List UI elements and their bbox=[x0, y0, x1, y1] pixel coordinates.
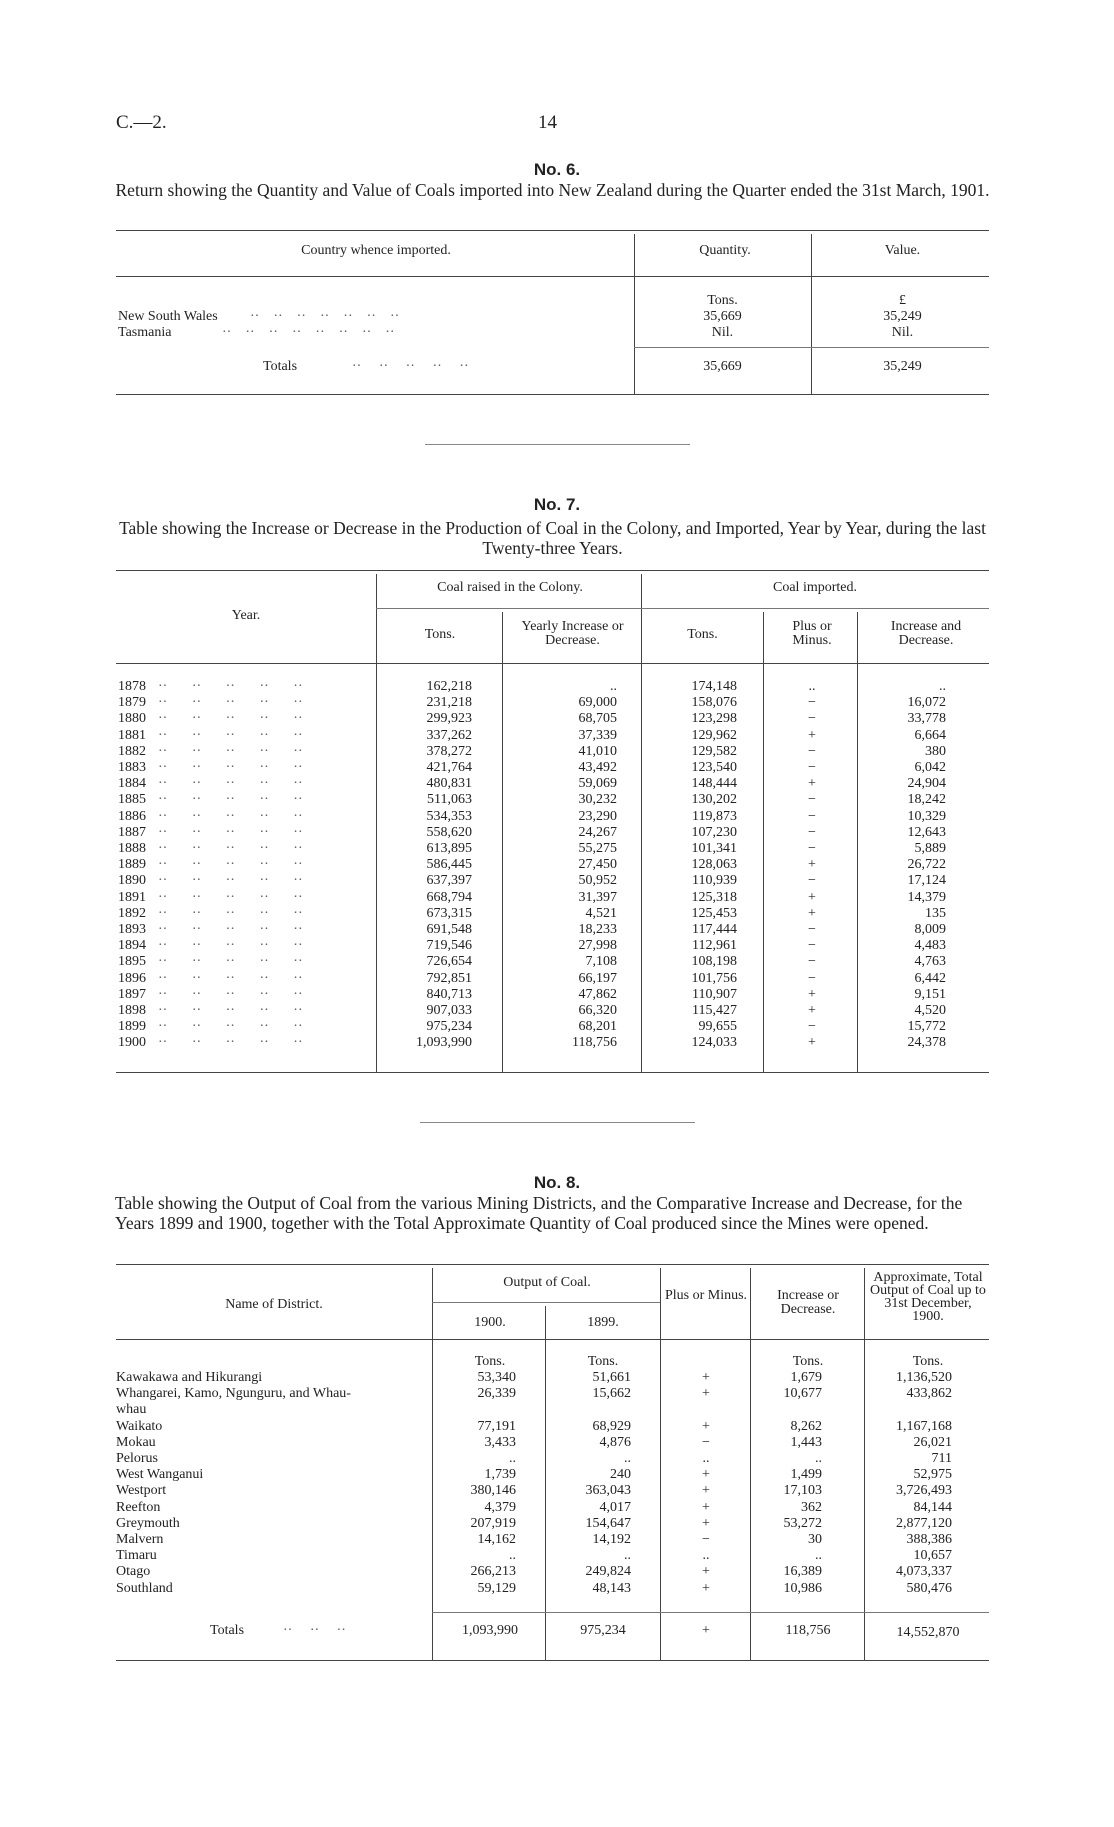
t8-incdec: .. bbox=[815, 1548, 822, 1564]
t8-district: Mokau bbox=[116, 1434, 156, 1450]
t7-yearly: 50,952 bbox=[578, 873, 617, 889]
section-divider bbox=[420, 1122, 695, 1123]
t8-unit: Tons. bbox=[587, 1354, 619, 1369]
t8-district: Timaru bbox=[116, 1548, 157, 1564]
t8-totals-approx: 14,552,870 bbox=[896, 1625, 960, 1640]
t8-district: whau bbox=[116, 1402, 147, 1418]
t7-incdec: 12,643 bbox=[907, 824, 946, 840]
t7-imported-tons: 123,298 bbox=[691, 711, 737, 727]
t7-year: 1883 bbox=[118, 760, 146, 775]
t7-tons: 637,397 bbox=[426, 873, 472, 889]
t8-plus-minus: + bbox=[702, 1515, 710, 1531]
t7-year: 1899 bbox=[118, 1019, 146, 1035]
t7-imported-tons: 119,873 bbox=[692, 808, 737, 824]
t8-district: Reefton bbox=[116, 1499, 161, 1515]
t7-plus-minus: + bbox=[808, 905, 816, 921]
t7-col-tons2: Tons. bbox=[687, 627, 718, 642]
t7-plus-minus: − bbox=[808, 808, 816, 824]
t7-plus-minus: − bbox=[808, 841, 816, 856]
t7-imported-tons: 110,939 bbox=[692, 873, 737, 889]
t8-approx: 52,975 bbox=[913, 1467, 952, 1483]
t7-year: 1896 bbox=[118, 970, 146, 986]
t8-approx: 388,386 bbox=[906, 1532, 952, 1547]
t7-year: 1897 bbox=[118, 986, 146, 1002]
table7-title: Table showing the Increase or Decrease in the Production of Coal in the Colony, and Imported, Year by Year, during the last Twenty-three Years. bbox=[119, 518, 986, 558]
t8-incdec: 16,389 bbox=[783, 1564, 822, 1580]
t7-col-plus: Plus or Minus. bbox=[792, 619, 832, 648]
t7-imported-tons: 112,961 bbox=[692, 938, 737, 954]
t8-district: Kawakawa and Hikurangi bbox=[116, 1370, 263, 1385]
t8-district: Westport bbox=[116, 1483, 167, 1499]
t6-row-quantity: Nil. bbox=[711, 325, 734, 340]
t7-tons: 907,033 bbox=[426, 1003, 472, 1018]
t8-1900: 14,162 bbox=[477, 1532, 516, 1547]
t7-yearly: 68,705 bbox=[578, 711, 617, 727]
t7-imported-tons: 101,756 bbox=[691, 970, 737, 986]
t7-yearly: 31,397 bbox=[578, 889, 617, 905]
t7-imported-tons: 115,427 bbox=[692, 1003, 737, 1018]
t7-yearly: 37,339 bbox=[578, 727, 617, 743]
t8-approx: 26,021 bbox=[913, 1434, 952, 1450]
t8-1899: 249,824 bbox=[585, 1564, 631, 1580]
t8-col-plus: Plus or Minus. bbox=[664, 1288, 748, 1303]
t7-tons: 558,620 bbox=[426, 824, 472, 840]
t7-yearly: 4,521 bbox=[585, 905, 617, 921]
t7-incdec: 24,378 bbox=[907, 1035, 946, 1051]
t7-plus-minus: − bbox=[808, 970, 816, 986]
t7-tons: 480,831 bbox=[426, 776, 472, 792]
t7-plus-minus: − bbox=[808, 954, 816, 970]
t8-1900: 266,213 bbox=[470, 1564, 516, 1580]
t8-1900: .. bbox=[509, 1548, 516, 1564]
t8-1899: 51,661 bbox=[592, 1370, 631, 1385]
t8-approx: 580,476 bbox=[906, 1580, 952, 1596]
t7-imported-tons: 101,341 bbox=[691, 841, 737, 856]
t7-yearly: 41,010 bbox=[578, 743, 617, 759]
t8-plus-minus: .. bbox=[702, 1451, 710, 1466]
t7-incdec: 380 bbox=[925, 743, 946, 759]
t7-imported-tons: 174,148 bbox=[691, 679, 737, 694]
t7-year: 1894 bbox=[118, 938, 146, 954]
t7-yearly: 47,862 bbox=[578, 986, 617, 1002]
t7-col-yearly: Yearly Increase or Decrease. bbox=[521, 619, 624, 648]
t8-col-1900: 1900. bbox=[474, 1315, 506, 1330]
t8-district: Pelorus bbox=[116, 1451, 158, 1466]
t8-district: Malvern bbox=[116, 1532, 164, 1547]
t7-incdec: 33,778 bbox=[907, 711, 946, 727]
t7-incdec: 16,072 bbox=[907, 695, 946, 711]
t7-year: 1888 bbox=[118, 841, 146, 856]
t8-1899: 48,143 bbox=[592, 1580, 631, 1596]
t7-tons: 726,654 bbox=[426, 954, 472, 970]
t8-1900: 53,340 bbox=[477, 1370, 516, 1385]
t7-yearly: 55,275 bbox=[578, 841, 617, 856]
t7-tons: 1,093,990 bbox=[416, 1035, 472, 1051]
t7-tons: 719,546 bbox=[426, 938, 472, 954]
t6-col-quantity: Quantity. bbox=[699, 243, 751, 258]
t7-imported-tons: 124,033 bbox=[691, 1035, 737, 1051]
t8-plus-minus: + bbox=[702, 1386, 710, 1402]
t6-totals-value: 35,249 bbox=[883, 359, 922, 374]
t6-row-country: Tasmania bbox=[118, 325, 172, 340]
t7-tons: 792,851 bbox=[426, 970, 472, 986]
t8-incdec: 1,443 bbox=[790, 1434, 822, 1450]
t7-tons: 975,234 bbox=[426, 1019, 472, 1035]
t7-year: 1881 bbox=[118, 727, 146, 743]
t7-yearly: 66,320 bbox=[578, 1003, 617, 1018]
table6-title: Return showing the Quantity and Value of Coals imported into New Zealand during the Quarter ended the 31st March, 1901. bbox=[115, 180, 990, 200]
t8-1900: 380,146 bbox=[470, 1483, 516, 1499]
t7-year: 1879 bbox=[118, 695, 146, 711]
t7-yearly: 66,197 bbox=[578, 970, 617, 986]
t7-incdec: 26,722 bbox=[907, 857, 946, 873]
t8-totals-incdec: 118,756 bbox=[785, 1623, 831, 1638]
t7-yearly: 27,998 bbox=[578, 938, 617, 954]
t7-year: 1898 bbox=[118, 1003, 146, 1018]
table6-number: No. 6. bbox=[533, 160, 581, 179]
t8-totals-1900: 1,093,990 bbox=[462, 1623, 518, 1638]
t8-approx: 711 bbox=[931, 1451, 952, 1466]
t7-incdec: 14,379 bbox=[907, 889, 946, 905]
t7-incdec: 9,151 bbox=[914, 986, 946, 1002]
t7-plus-minus: − bbox=[808, 792, 816, 808]
t8-approx: 4,073,337 bbox=[896, 1564, 952, 1580]
t8-incdec: 1,499 bbox=[790, 1467, 822, 1483]
page-code: C.—2. bbox=[116, 112, 167, 133]
table7-number: No. 7. bbox=[533, 495, 581, 514]
t6-unit-value: £ bbox=[899, 293, 906, 308]
t7-incdec: 6,042 bbox=[914, 760, 946, 775]
t7-incdec: 24,904 bbox=[907, 776, 946, 792]
t7-incdec: 4,520 bbox=[914, 1003, 946, 1018]
t7-imported-tons: 117,444 bbox=[692, 922, 737, 937]
t7-incdec: 4,763 bbox=[914, 954, 946, 970]
t8-1900: 26,339 bbox=[477, 1386, 516, 1402]
t8-incdec: 10,986 bbox=[783, 1580, 822, 1596]
t7-tons: 613,895 bbox=[426, 841, 472, 856]
t8-totals-label: Totals bbox=[210, 1623, 245, 1638]
t7-tons: 421,764 bbox=[426, 760, 472, 775]
t7-tons: 378,272 bbox=[426, 743, 472, 759]
t8-1899: 240 bbox=[610, 1467, 631, 1483]
t6-row-value: Nil. bbox=[891, 325, 914, 340]
t7-incdec: .. bbox=[939, 679, 946, 694]
t7-yearly: 30,232 bbox=[578, 792, 617, 808]
t7-yearly: 68,201 bbox=[578, 1019, 617, 1035]
t7-year: 1880 bbox=[118, 711, 146, 727]
t6-totals-label: Totals bbox=[263, 359, 298, 374]
t7-col-colony: Coal raised in the Colony. bbox=[437, 580, 583, 595]
t7-imported-tons: 110,907 bbox=[692, 986, 737, 1002]
t8-district: West Wanganui bbox=[116, 1467, 204, 1483]
t7-col-tons: Tons. bbox=[424, 627, 456, 642]
t7-year: 1886 bbox=[118, 808, 146, 824]
t7-plus-minus: − bbox=[808, 1019, 816, 1035]
t8-incdec: 53,272 bbox=[783, 1515, 822, 1531]
t8-approx: 2,877,120 bbox=[896, 1515, 952, 1531]
t8-plus-minus: + bbox=[702, 1467, 710, 1483]
t7-plus-minus: − bbox=[808, 711, 816, 727]
t7-yearly: .. bbox=[610, 679, 617, 694]
t7-col-year: Year. bbox=[231, 608, 261, 623]
t7-tons: 840,713 bbox=[426, 986, 472, 1002]
t7-plus-minus: − bbox=[808, 695, 816, 711]
t8-totals-1899: 975,234 bbox=[580, 1623, 626, 1638]
t8-1900: 77,191 bbox=[477, 1418, 516, 1434]
t8-incdec: .. bbox=[815, 1451, 822, 1466]
t8-approx: 10,657 bbox=[913, 1548, 952, 1564]
t8-totals-plus: + bbox=[702, 1623, 710, 1638]
t7-tons: 534,353 bbox=[426, 808, 472, 824]
section-divider bbox=[425, 444, 690, 445]
t8-1899: 15,662 bbox=[592, 1386, 631, 1402]
t7-incdec: 18,242 bbox=[907, 792, 946, 808]
t8-incdec: 30 bbox=[808, 1532, 822, 1547]
t7-imported-tons: 130,202 bbox=[691, 792, 737, 808]
t7-year: 1887 bbox=[118, 824, 146, 840]
t8-incdec: 1,679 bbox=[790, 1370, 822, 1385]
t8-unit: Tons. bbox=[474, 1354, 506, 1369]
t6-unit-quantity: Tons. bbox=[707, 293, 738, 308]
t7-imported-tons: 107,230 bbox=[691, 824, 737, 840]
t6-totals-quantity: 35,669 bbox=[703, 359, 742, 374]
t7-plus-minus: − bbox=[808, 938, 816, 954]
t7-plus-minus: + bbox=[808, 776, 816, 792]
t7-imported-tons: 129,582 bbox=[691, 743, 737, 759]
t8-plus-minus: − bbox=[702, 1532, 710, 1547]
t8-1900: 1,739 bbox=[484, 1467, 516, 1483]
t6-col-value: Value. bbox=[884, 243, 921, 258]
t8-district: Greymouth bbox=[116, 1515, 180, 1531]
t8-plus-minus: + bbox=[702, 1483, 710, 1499]
t7-tons: 511,063 bbox=[427, 792, 472, 808]
t7-tons: 673,315 bbox=[426, 905, 472, 921]
page-number: 14 bbox=[538, 112, 557, 133]
t7-plus-minus: + bbox=[808, 727, 816, 743]
t7-year: 1882 bbox=[118, 743, 146, 759]
t8-1899: 363,043 bbox=[585, 1483, 631, 1499]
t8-plus-minus: .. bbox=[702, 1548, 710, 1564]
t7-plus-minus: .. bbox=[808, 679, 816, 694]
t8-approx: 1,136,520 bbox=[896, 1370, 952, 1385]
t8-col-output: Output of Coal. bbox=[503, 1275, 591, 1290]
t6-row-value: 35,249 bbox=[883, 309, 922, 324]
t7-yearly: 59,069 bbox=[578, 776, 617, 792]
t7-plus-minus: + bbox=[808, 889, 816, 905]
t7-imported-tons: 108,198 bbox=[691, 954, 737, 970]
t6-row-country: New South Wales bbox=[118, 309, 218, 324]
t7-imported-tons: 99,655 bbox=[698, 1019, 737, 1035]
t7-year: 1890 bbox=[118, 873, 146, 889]
t7-year: 1889 bbox=[118, 857, 146, 873]
t7-yearly: 23,290 bbox=[578, 808, 617, 824]
t7-imported-tons: 128,063 bbox=[691, 857, 737, 873]
t7-year: 1900 bbox=[118, 1035, 146, 1051]
t7-incdec: 5,889 bbox=[914, 841, 946, 856]
t7-plus-minus: + bbox=[808, 1035, 816, 1051]
t7-imported-tons: 148,444 bbox=[691, 776, 737, 792]
t8-1899: .. bbox=[624, 1548, 631, 1564]
t8-approx: 84,144 bbox=[913, 1499, 952, 1515]
t7-incdec: 6,664 bbox=[914, 727, 946, 743]
t7-yearly: 7,108 bbox=[585, 954, 617, 970]
t7-tons: 337,262 bbox=[426, 727, 472, 743]
table8-title: Table showing the Output of Coal from the various Mining Districts, and the Comparative Increase and Decrease, for the Years 1899 and 1900, together with the Total Approximate Quantity of Coal produced since the Mines were opened. bbox=[115, 1193, 963, 1233]
t8-plus-minus: + bbox=[702, 1580, 710, 1596]
t7-yearly: 24,267 bbox=[578, 824, 617, 840]
t7-incdec: 4,483 bbox=[914, 938, 946, 954]
t8-district: Whangarei, Kamo, Ngunguru, and Whau- bbox=[116, 1386, 351, 1402]
t7-col-imported: Coal imported. bbox=[773, 580, 857, 595]
t6-col-country: Country whence imported. bbox=[301, 243, 451, 258]
t7-imported-tons: 125,318 bbox=[691, 889, 737, 905]
t8-unit: Tons. bbox=[792, 1354, 824, 1369]
t6-row-quantity: 35,669 bbox=[703, 309, 742, 324]
t7-yearly: 118,756 bbox=[572, 1035, 617, 1051]
t8-1899: 14,192 bbox=[592, 1532, 631, 1547]
t7-year: 1884 bbox=[118, 776, 146, 792]
t8-plus-minus: + bbox=[702, 1499, 710, 1515]
t7-incdec: 10,329 bbox=[907, 808, 946, 824]
t8-plus-minus: + bbox=[702, 1418, 710, 1434]
t7-imported-tons: 125,453 bbox=[691, 905, 737, 921]
t7-plus-minus: + bbox=[808, 986, 816, 1002]
t8-col-1899: 1899. bbox=[587, 1315, 619, 1330]
t7-col-incdec: Increase and Decrease. bbox=[890, 619, 962, 648]
t7-incdec: 15,772 bbox=[907, 1019, 946, 1035]
t8-1900: 59,129 bbox=[477, 1580, 516, 1596]
t8-approx: 433,862 bbox=[906, 1386, 952, 1402]
t8-unit: Tons. bbox=[912, 1354, 944, 1369]
t8-incdec: 8,262 bbox=[790, 1418, 822, 1434]
t7-plus-minus: − bbox=[808, 743, 816, 759]
t7-incdec: 8,009 bbox=[914, 922, 946, 937]
t8-1900: 3,433 bbox=[484, 1434, 516, 1450]
t7-tons: 691,548 bbox=[426, 922, 472, 937]
t8-col-district: Name of District. bbox=[225, 1297, 323, 1312]
t8-1900: .. bbox=[509, 1451, 516, 1466]
t7-tons: 586,445 bbox=[426, 857, 472, 873]
t8-1899: 4,876 bbox=[599, 1434, 631, 1450]
t7-tons: 299,923 bbox=[426, 711, 472, 727]
t7-plus-minus: − bbox=[808, 824, 816, 840]
t7-plus-minus: + bbox=[808, 857, 816, 873]
t7-imported-tons: 129,962 bbox=[691, 727, 737, 743]
t7-incdec: 6,442 bbox=[914, 970, 946, 986]
t8-district: Southland bbox=[116, 1580, 173, 1596]
t8-incdec: 10,677 bbox=[783, 1386, 822, 1402]
t7-imported-tons: 123,540 bbox=[691, 760, 737, 775]
t7-yearly: 18,233 bbox=[578, 922, 617, 937]
t7-year: 1892 bbox=[118, 905, 146, 921]
t8-approx: 3,726,493 bbox=[896, 1483, 952, 1499]
t7-yearly: 43,492 bbox=[578, 760, 617, 775]
t7-tons: 668,794 bbox=[426, 889, 472, 905]
t7-year: 1885 bbox=[118, 792, 146, 808]
t8-1899: .. bbox=[624, 1451, 631, 1466]
t8-district: Otago bbox=[116, 1564, 151, 1580]
t7-plus-minus: − bbox=[808, 760, 816, 775]
t8-col-incdec: Increase or Decrease. bbox=[777, 1288, 839, 1317]
t7-tons: 231,218 bbox=[426, 695, 472, 711]
t8-incdec: 362 bbox=[801, 1499, 822, 1515]
t7-plus-minus: + bbox=[808, 1003, 816, 1018]
t8-1899: 4,017 bbox=[599, 1499, 631, 1515]
t7-tons: 162,218 bbox=[426, 679, 472, 694]
t7-year: 1895 bbox=[118, 954, 146, 970]
t8-incdec: 17,103 bbox=[783, 1483, 822, 1499]
t7-year: 1891 bbox=[118, 889, 146, 905]
t7-plus-minus: − bbox=[808, 922, 816, 937]
t8-1900: 4,379 bbox=[484, 1499, 516, 1515]
t8-1899: 154,647 bbox=[585, 1515, 631, 1531]
t7-incdec: 135 bbox=[925, 905, 946, 921]
t8-plus-minus: + bbox=[702, 1370, 710, 1385]
t7-imported-tons: 158,076 bbox=[691, 695, 737, 711]
t8-1899: 68,929 bbox=[592, 1418, 631, 1434]
t8-approx: 1,167,168 bbox=[896, 1418, 952, 1434]
t8-district: Waikato bbox=[116, 1418, 163, 1434]
t8-col-approx: Approximate, Total Output of Coal up to 31st December, 1900. bbox=[870, 1270, 986, 1324]
t7-year: 1893 bbox=[118, 922, 146, 937]
t8-plus-minus: − bbox=[702, 1434, 710, 1450]
t8-1900: 207,919 bbox=[470, 1515, 516, 1531]
t7-yearly: 27,450 bbox=[578, 857, 617, 873]
t7-incdec: 17,124 bbox=[907, 873, 946, 889]
t7-yearly: 69,000 bbox=[578, 695, 617, 711]
t8-plus-minus: + bbox=[702, 1564, 710, 1580]
t7-year: 1878 bbox=[118, 679, 146, 694]
table8-number: No. 8. bbox=[533, 1173, 581, 1192]
t7-plus-minus: − bbox=[808, 873, 816, 889]
